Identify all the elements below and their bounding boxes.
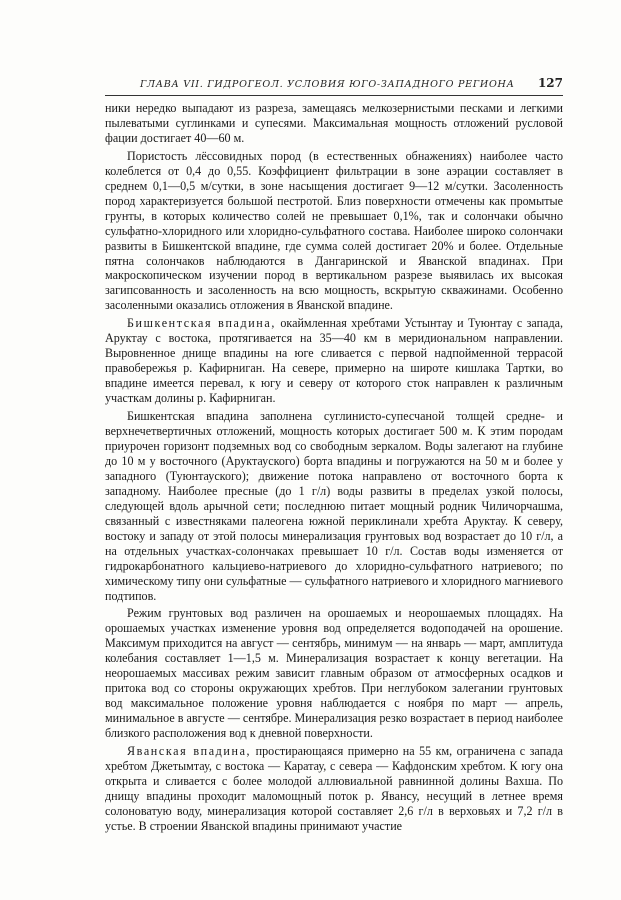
- paragraph-6-lead: Яванская впадина,: [127, 744, 252, 759]
- paragraph-5-text: Режим грунтовых вод различен на орошаемых и неорошаемых площадях. На орошаемых участках изменение уровня вод определяется водоподачей на орошение. Максимум приходится на август — сентябрь, минимум — на январь — март, амплитуда колебания составляет 1—1,5 м. Минерализация возрастает к концу вегетации. На неорошаемых массивах режим зависит главным образом от атмосферных осадков и притока вод со стороны окружающих хребтов. При неглубоком залегании грунтовых вод максимальное положение уровня наблюдается с ноября по март — апрель, минимальное в августе — сентябре. Минерализация резко возрастает в период наиболее близкого расположения вод к дневной поверхности.: [105, 606, 563, 741]
- running-header: [105, 77, 563, 93]
- paragraph-2: [105, 149, 563, 313]
- paragraph-6-text: простирающаяся примерно на 55 км, ограничена с запада хребтом Джетымтау, с востока — Каратау, с севера — Кафдонским хребтом. К югу она открыта и сливается с более молодой аллювиальной равнинной долины Вахша. По днищу впадины проходит маломощный поток р. Явансу, несущий в летнее время солоноватую воду, минерализация которой составляет 2,6 г/л в верховьях и 7,2 г/л в устье. В строении Яванской впадины принимают участие: [105, 744, 563, 833]
- paragraph-3: [105, 316, 563, 406]
- paragraph-4: [105, 409, 563, 603]
- chapter-title: ГЛАВА VII. ГИДРОГЕОЛ. УСЛОВИЯ ЮГО-ЗАПАДНОГО РЕГИОНА: [140, 79, 515, 90]
- page-number: 127: [537, 76, 563, 90]
- body-text: [105, 101, 563, 837]
- paragraph-6: [105, 744, 563, 834]
- paragraph-1-text: ники нередко выпадают из разреза, замещаясь мелкозернистыми песками и легкими пылеватыми суглинками и супесями. Максимальная мощность отложений русловой фации достигает 40—60 м.: [105, 101, 563, 145]
- paragraph-2-text: Пористость лёссовидных пород (в естественных обнажениях) наиболее часто колеблется от 0,4 до 0,55. Коэффициент фильтрации в зоне аэрации составляет в среднем 0,1—0,5 м/сутки, в зоне насыщения достигает 9—12 м/сутки. Засоленность пород характеризуется большой пестротой. Близ поверхности отмечены как промытые грунты, в которых количество солей не превышает 0,1%, так и солончаки обычно сульфатно-хлоридного или хлоридно-сульфатного состава. Наиболее широко солончаки развиты в Бишкентской впадине, где сумма солей достигает 20% и более. Отдельные пятна солончаков наблюдаются в Дангаринской и Яванской впадинах. При макроскопическом изучении пород в вертикальном разрезе выявилась их высокая загипсованность и засоленность на всю мощность, вскрытую скважинами. Особенно засоленными оказались отложения в Яванской впадине.: [105, 148, 563, 313]
- paragraph-5: [105, 606, 563, 741]
- paragraph-3-lead: Бишкентская впадина,: [127, 316, 276, 331]
- paragraph-1: [105, 101, 563, 146]
- paragraph-3-text: окаймленная хребтами Устынтау и Туюнтау с запада, Аруктау с востока, протягивается на 35—40 км в меридиональном направлении. Выровненное днище впадины на юге сливается с первой надпойменной террасой правобережья р. Кафирниган. На севере, примерно на широте кишлака Тартки, во впадине имеется перевал, к югу и северу от которого сток направлен к различным участкам долины р. Кафирниган.: [105, 316, 563, 406]
- header-rule: [105, 95, 563, 96]
- paragraph-4-text: Бишкентская впадина заполнена суглинисто-супесчаной толщей средне- и верхнечетвертичных отложений, мощность которых достигает 500 м. К этим породам приурочен горизонт подземных вод со свободным зеркалом. Воды залегают на глубине до 10 м у восточного (Аруктауского) борта впадины и погружаются на 50 м и более у западного (Туюнтауского); движение потока направлено от восточного борта к западному. Наиболее пресные (до 1 г/л) воды развиты в пределах узкой полосы, следующей вдоль арычной сети; последнюю питает мощный родник Чиличорчашма, связанный с известняками палеогена южной периклинали хребта Аруктау. К северу, востоку и западу от этой полосы минерализация грунтовых вод возрастает до 10 г/л, а на отдельных участках-солончаках превышает 10 г/л. Состав воды изменяется от гидрокарбонатного кальциево-натриевого до хлоридно-сульфатного натриевого; по химическому типу они сульфатные — сульфатного натриевого и хлоридного магниевого подтипов.: [105, 409, 563, 603]
